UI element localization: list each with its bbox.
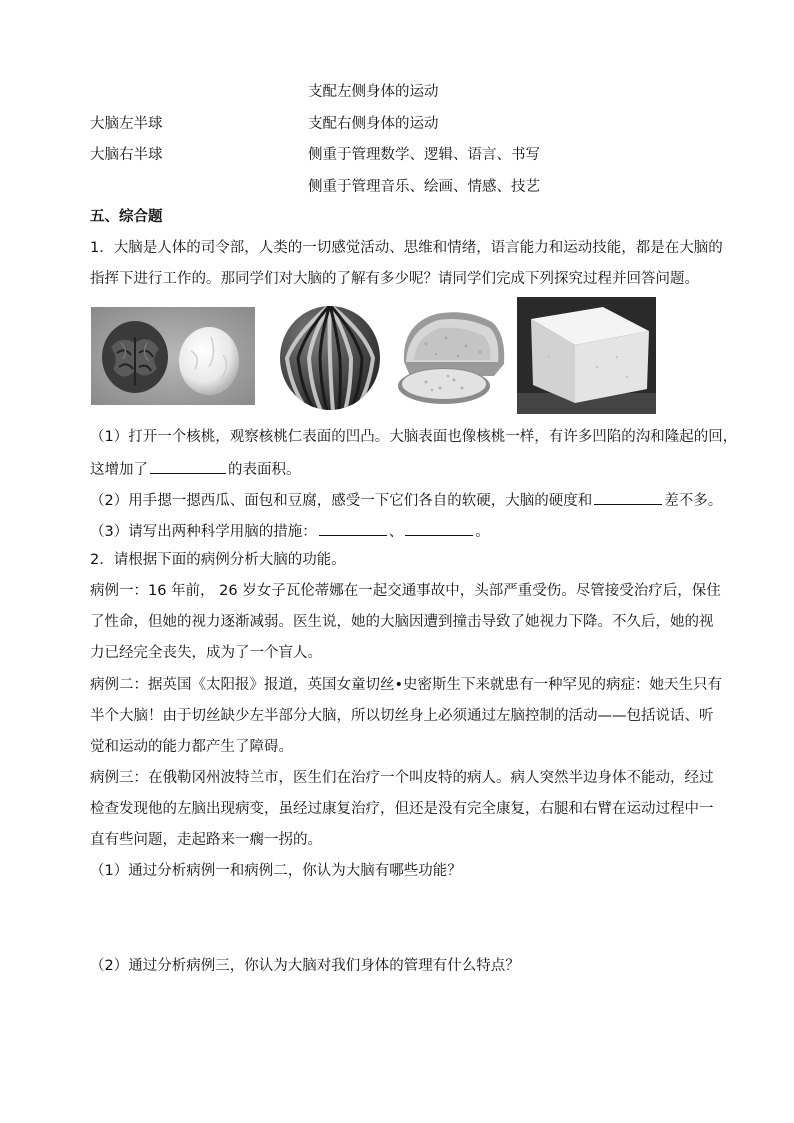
match-right-4: 侧重于管理音乐、绘画、情感、技艺 — [308, 179, 540, 195]
q2-sub1: （1）通过分析病例一和病例二，你认为大脑有哪些功能？ — [90, 863, 462, 879]
q1-part1-answer-blank[interactable] — [150, 458, 226, 474]
q2-sub2: （2）通过分析病例三，你认为大脑对我们身体的管理有什么特点？ — [90, 958, 520, 974]
walnut-photo — [91, 307, 255, 405]
q1-part1-text-b: 的表面积。 — [228, 462, 301, 478]
q1-part3-end: 。 — [475, 524, 490, 540]
q1-part3-text: （3）请写出两种科学用脑的措施： — [90, 524, 317, 540]
case3-line3: 直有些问题，走起路来一瘸一拐的。 — [90, 832, 322, 848]
match-right-1: 支配左侧身体的运动 — [308, 84, 439, 100]
watermelon-photo — [277, 303, 383, 413]
q1-part2-answer-blank[interactable] — [594, 489, 662, 505]
q2-intro: 2．请根据下面的病例分析大脑的功能。 — [90, 552, 346, 568]
tofu-photo — [517, 297, 656, 414]
case2-line1: 病例二：据英国《太阳报》报道，英国女童切丝•史密斯生下来就患有一种罕见的病症：她天生只有 — [90, 677, 723, 693]
match-right-2: 支配右侧身体的运动 — [308, 116, 439, 132]
q1-part3-answer-blank-1[interactable] — [319, 520, 387, 536]
case2-line3: 觉和运动的能力都产生了障碍。 — [90, 739, 293, 755]
case1-line3: 力已经完全丧失，成为了一个盲人。 — [90, 645, 322, 661]
q1-part1-line2 — [90, 458, 301, 480]
q1-part2 — [90, 489, 722, 511]
q1-part1-line1: （1）打开一个核桃，观察核桃仁表面的凹凸。大脑表面也像核桃一样，有许多凹陷的沟和隆起的回， — [90, 429, 738, 445]
q1-part2-text-a: （2）用手摁一摁西瓜、面包和豆腐，感受一下它们各自的软硬，大脑的硬度和 — [90, 493, 593, 509]
match-left-1: 大脑左半球 — [90, 116, 163, 132]
match-right-3: 侧重于管理数学、逻辑、语言、书写 — [308, 147, 540, 163]
q1-part3 — [90, 520, 490, 542]
section-title: 五、综合题 — [90, 209, 163, 225]
q1-intro-line1: 1．大脑是人体的司令部，人类的一切感觉活动、思维和情绪，语言能力和运动技能，都是在大脑的 — [90, 240, 723, 256]
case3-line1: 病例三：在俄勒冈州波特兰市，医生们在治疗一个叫皮特的病人。病人突然半边身体不能动，经过 — [90, 770, 714, 786]
case1-line1: 病例一：16 年前， 26 岁女子瓦伦蒂娜在一起交通事故中，头部严重受伤。尽管接受治疗后，保住 — [90, 583, 721, 599]
case3-line2: 检查发现他的左脑出现病变，虽经过康复治疗，但还是没有完全康复，右腿和右臂在运动过程中一 — [90, 801, 714, 817]
case2-line2: 半个大脑！由于切丝缺少左半部分大脑，所以切丝身上必须通过左脑控制的活动——包括说话、听 — [90, 708, 714, 724]
q1-part3-separator: 、 — [388, 524, 404, 540]
q1-part3-answer-blank-2[interactable] — [405, 520, 473, 536]
case1-line2: 了性命，但她的视力逐渐减弱。医生说，她的大脑因遭到撞击导致了她视力下降。不久后，她的视 — [90, 614, 714, 630]
match-left-2: 大脑右半球 — [90, 147, 163, 163]
q1-part2-text-b: 差不多。 — [664, 493, 723, 509]
q1-intro-line2: 指挥下进行工作的。那同学们对大脑的了解有多少呢？请同学们完成下列探究过程并回答问题。 — [90, 271, 699, 287]
bread-photo — [396, 304, 508, 408]
q1-part1-text-a: 这增加了 — [90, 462, 148, 478]
